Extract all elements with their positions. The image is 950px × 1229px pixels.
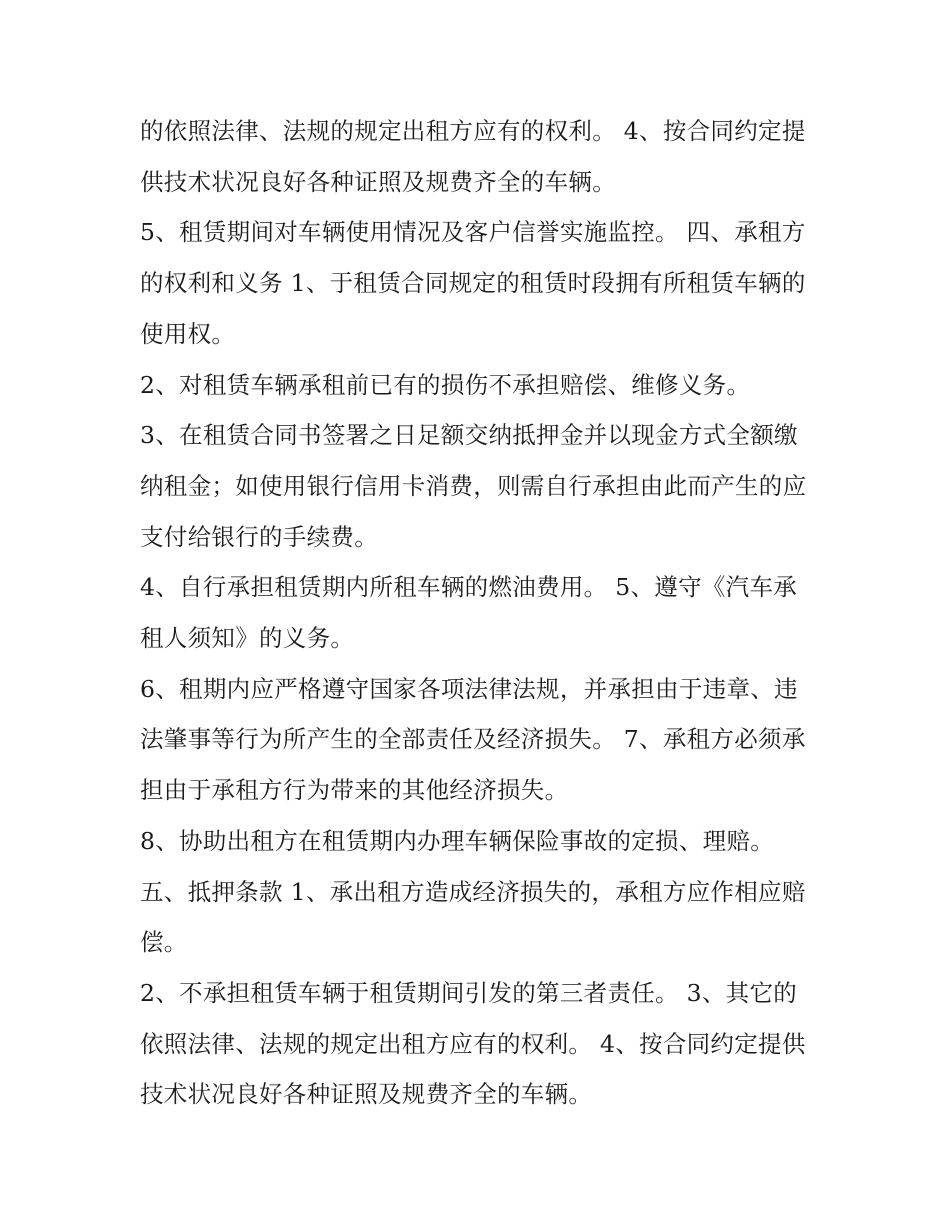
paragraph: 4、自行承担租赁期内所租车辆的燃油费用。 5、遵守《汽车承租人须知》的义务。	[140, 573, 798, 653]
paragraph: 8、协助出租方在租赁期内办理车辆保险事故的定损、理赔。	[140, 826, 775, 855]
paragraph: 2、不承担租赁车辆于租赁期间引发的第三者责任。 3、其它的依照法律、法规的规定出租方应有的权利。 4、按合同约定提供技术状况良好各种证照及规费齐全的车辆。	[140, 978, 806, 1109]
paragraph: 五、抵押条款 1、承出租方造成经济损失的，承租方应作相应赔偿。	[140, 877, 806, 957]
paragraph: 3、在租赁合同书签署之日足额交纳抵押金并以现金方式全额缴纳租金；如使用银行信用卡消费，则需自行承担由此而产生的应支付给银行的手续费。	[140, 421, 807, 551]
paragraph: 5、租赁期间对车辆使用情况及客户信誉实施监控。 四、承租方的权利和义务 1、于租赁合同规定的租赁时段拥有所租赁车辆的使用权。	[140, 218, 806, 348]
paragraph: 2、对租赁车辆承租前已有的损伤不承担赔偿、维修义务。	[140, 370, 751, 399]
paragraph: 6、租期内应严格遵守国家各项法律法规，并承担由于违章、违法肇事等行为所产生的全部责任及经济损失。 7、承租方必须承担由于承租方行为带来的其他经济损失。	[140, 674, 806, 805]
paragraph: 的依照法律、法规的规定出租方应有的权利。 4、按合同约定提供技术状况良好各种证照及规费齐全的车辆。	[140, 117, 806, 196]
document-body	[140, 106, 820, 1120]
